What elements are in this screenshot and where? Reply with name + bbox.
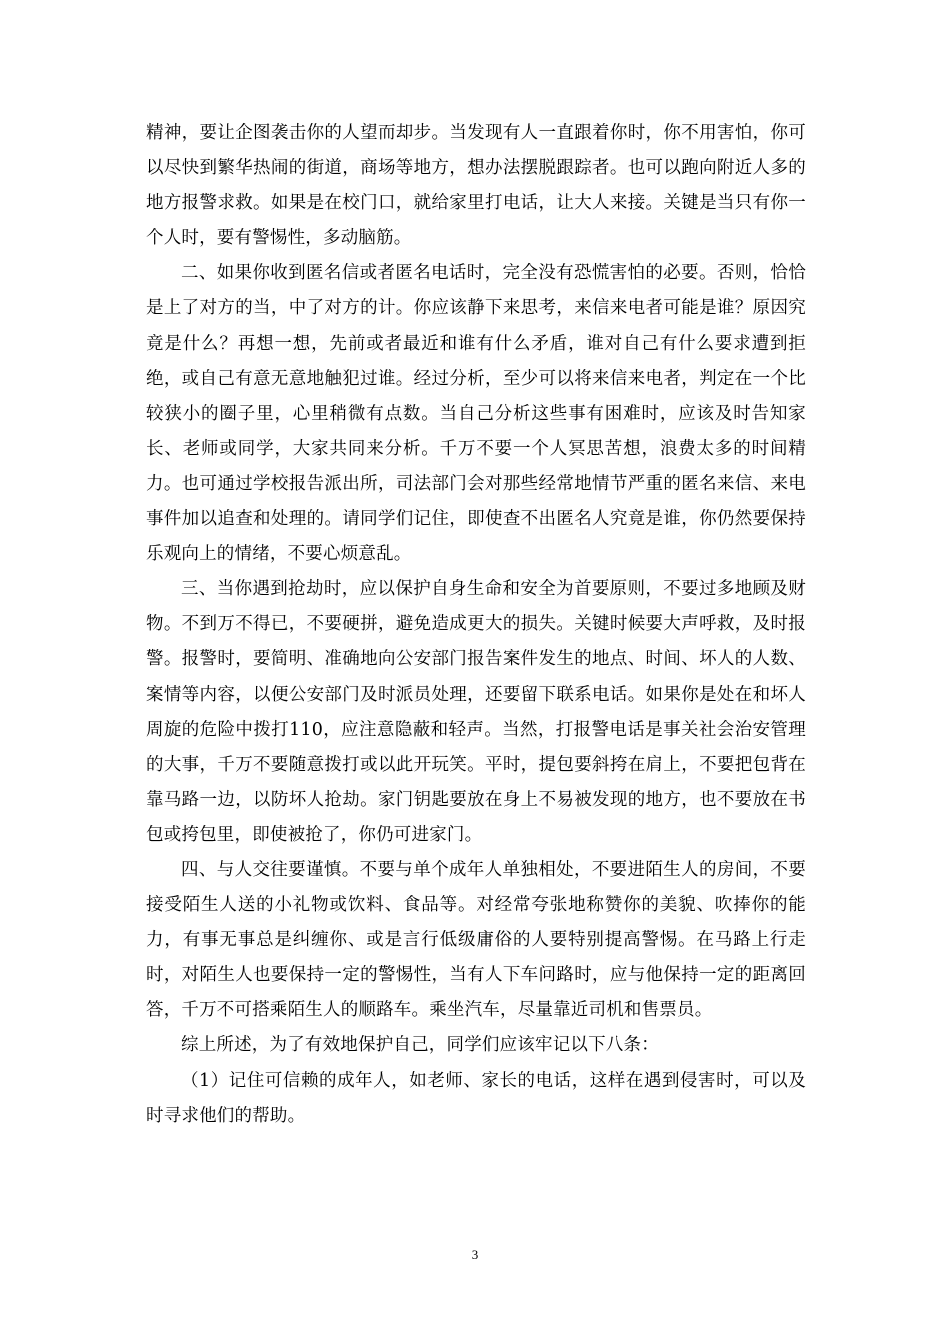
paragraph-continuation: 精神，要让企图袭击你的人望而却步。当发现有人一直跟着你时，你不用害怕，你可以尽快到繁华热闹的街道，商场等地方，想办法摆脱跟踪者。也可以跑向附近人多的地方报警求救。如果是在校门口，就给家里打电话，让大人来接。关键是当只有你一个人时，要有警惕性，多动脑筋。 (146, 123, 806, 249)
paragraph-anonymous-letters: 二、如果你收到匿名信或者匿名电话时，完全没有恐慌害怕的必要。否则，恰恰是上了对方的当，中了对方的计。你应该静下来思考，来信来电者可能是谁？原因究竟是什么？再想一想，先前或者最近和谁有什么矛盾，谁对自己有什么要求遭到拒绝，或自己有意无意地触犯过谁。经过分析，至少可以将来信来电者，判定在一个比较狭小的圈子里，心里稍微有点数。当自己分析这些事有困难时，应该及时告知家长、老师或同学，大家共同来分析。千万不要一个人冥思苦想，浪费太多的时间精力。也可通过学校报告派出所，司法部门会对那些经常地情节严重的匿名来信、来电事件加以追查和处理的。请同学们记住，即使查不出匿名人究竟是谁，你仍然要保持乐观向上的情绪，不要心烦意乱。 (146, 263, 806, 565)
paragraph-robbery: 三、当你遇到抢劫时，应以保护自身生命和安全为首要原则，不要过多地顾及财物。不到万不得已，不要硬拼，避免造成更大的损失。关键时候要大声呼救，及时报警。报警时，要简明、准确地向公安部门报告案件发生的地点、时间、坏人的人数、案情等内容，以便公安部门及时派员处理，还要留下联系电话。如果你是处在和坏人周旋的危险中拨打110，应注意隐蔽和轻声。当然，打报警电话是事关社会治安管理的大事，千万不要随意拨打或以此开玩笑。平时，提包要斜挎在肩上，不要把包背在靠马路一边，以防坏人抢劫。家门钥匙要放在身上不易被发现的地方，也不要放在书包或挎包里，即使被抢了，你仍可进家门。 (146, 579, 806, 845)
document-body (146, 116, 806, 1134)
paragraph-social-caution: 四、与人交往要谨慎。不要与单个成年人单独相处，不要进陌生人的房间，不要接受陌生人送的小礼物或饮料、食品等。对经常夸张地称赞你的美貌、吹捧你的能力，有事无事总是纠缠你、或是言行低级庸俗的人要特别提高警惕。在马路上行走时，对陌生人也要保持一定的警惕性，当有人下车问路时，应与他保持一定的距离回答，千万不可搭乘陌生人的顺路车。乘坐汽车，尽量靠近司机和售票员。 (146, 859, 806, 1021)
page-number: 3 (471, 1247, 479, 1262)
paragraph-rule-1: （1）记住可信赖的成年人，如老师、家长的电话，这样在遇到侵害时，可以及时寻求他们的帮助。 (146, 1070, 806, 1126)
paragraph-summary: 综上所述，为了有效地保护自己，同学们应该牢记以下八条： (181, 1035, 659, 1056)
